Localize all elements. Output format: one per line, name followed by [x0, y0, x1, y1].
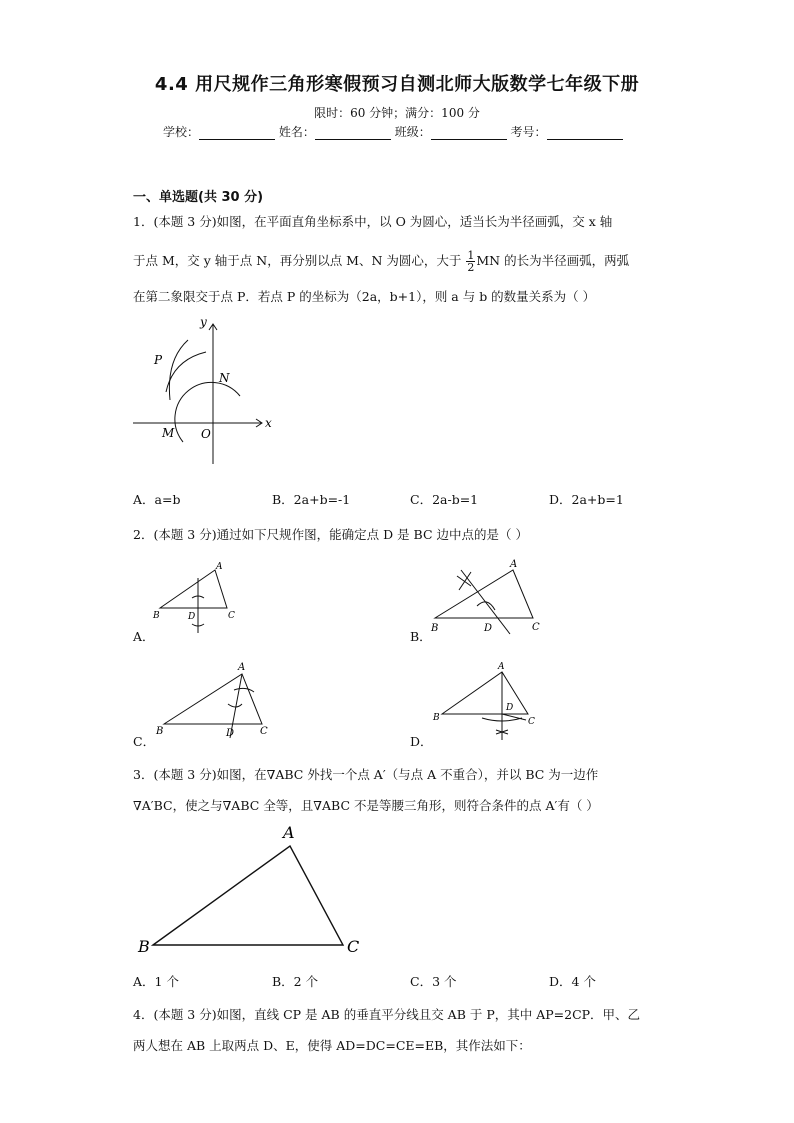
class-blank[interactable]: [431, 126, 507, 140]
q1-line-2-text: 于点 M，交 y 轴于点 N，再分别以点 M、N 为圆心，大于: [133, 253, 462, 268]
section-title: 一、单选题(共 30 分): [133, 190, 264, 205]
label-d: D: [506, 703, 514, 713]
exam-number-label: 考号：: [510, 125, 547, 139]
q4-line-2: 两人想在 AB 上取两点 D、E，使得 AD=DC=CE=EB，其作法如下：: [133, 1038, 531, 1053]
label-b: B: [433, 713, 440, 723]
fraction-denominator: 2: [467, 261, 475, 274]
label-b: B: [138, 937, 150, 956]
label-y: y: [200, 315, 207, 329]
triangle-abc: [435, 570, 533, 618]
q2-option-d[interactable]: D．: [410, 734, 433, 749]
q2-figure-d: [430, 660, 550, 745]
q3-line-1: 3．(本题 3 分)如图，在∇ABC 外找一个点 A′（与点 A 不重合），并以 BC 为一边作: [133, 767, 599, 782]
label-b: B: [156, 726, 164, 737]
q2-figure-b: [425, 556, 555, 636]
label-a: A: [283, 823, 295, 842]
exam-limits: 限时：60 分钟；满分：100 分: [314, 106, 480, 120]
q2-figure-c: [150, 660, 280, 740]
label-m: M: [162, 426, 175, 440]
q1-line-3: 在第二象限交于点 P．若点 P 的坐标为（2a，b+1），则 a 与 b 的数量关系为（ ）: [133, 289, 596, 304]
label-n: N: [219, 371, 230, 385]
label-d: D: [226, 728, 235, 739]
label-c: C: [347, 937, 360, 956]
q2-option-a[interactable]: A．: [133, 629, 155, 644]
label-o: O: [201, 427, 211, 441]
triangle-abc: [442, 672, 528, 714]
q2-figure-a: [150, 560, 250, 635]
q2-option-b[interactable]: B．: [410, 629, 432, 644]
label-a: A: [498, 662, 505, 672]
q1-option-b[interactable]: B．2a+b=-1: [272, 492, 351, 507]
page-title: 4.4 用尺规作三角形寒假预习自测北师大版数学七年级下册: [154, 74, 640, 95]
label-c: C: [528, 717, 535, 727]
label-c: C: [260, 726, 268, 737]
q1-option-a[interactable]: A．a=b: [133, 492, 181, 507]
q1-option-d[interactable]: D．2a+b=1: [549, 492, 624, 507]
arc-from-m: [169, 340, 188, 400]
q1-option-c[interactable]: C．2a-b=1: [410, 492, 479, 507]
label-x: x: [265, 416, 272, 430]
q3-option-c[interactable]: C．3 个: [410, 974, 457, 989]
q1-line-2-tail: MN 的长为半径画弧，两弧: [476, 253, 630, 268]
q1-figure: [128, 312, 278, 472]
class-label: 班级：: [394, 125, 431, 139]
label-b: B: [431, 623, 439, 634]
label-a: A: [216, 562, 223, 572]
name-blank[interactable]: [315, 126, 391, 140]
label-d: D: [484, 623, 493, 634]
segment-dc: [502, 714, 526, 720]
label-b: B: [153, 611, 160, 621]
q3-option-a[interactable]: A．1 个: [133, 974, 179, 989]
q3-line-2: ∇A′BC，使之与∇ABC 全等，且∇ABC 不是等腰三角形，则符合条件的点 A′有（ ）: [133, 798, 599, 813]
exam-number-blank[interactable]: [547, 126, 623, 140]
fraction-one-half: [466, 250, 475, 273]
school-blank[interactable]: [199, 126, 275, 140]
construction-arcs: [228, 688, 254, 707]
label-p: P: [154, 353, 163, 367]
q3-option-d[interactable]: D．4 个: [549, 974, 596, 989]
arc-from-n: [166, 352, 206, 392]
name-label: 姓名：: [278, 125, 315, 139]
q1-line-2: [133, 250, 629, 273]
q2-text: 2．(本题 3 分)通过如下尺规作图，能确定点 D 是 BC 边中点的是（ ）: [133, 527, 528, 542]
student-info-row: [163, 123, 623, 140]
q4-line-1: 4．(本题 3 分)如图，直线 CP 是 AB 的垂直平分线且交 AB 于 P，其中 AP=2CP．甲、乙: [133, 1007, 641, 1022]
label-d: D: [188, 612, 196, 622]
school-label: 学校：: [163, 125, 200, 139]
label-c: C: [532, 622, 540, 633]
label-c: C: [228, 611, 235, 621]
q2-option-c[interactable]: C．: [133, 734, 156, 749]
q1-line-1: 1．(本题 3 分)如图，在平面直角坐标系中，以 O 为圆心，适当长为半径画弧，交 x 轴: [133, 214, 613, 229]
construction-arcs: [457, 572, 495, 610]
label-a: A: [238, 662, 246, 673]
triangle-abc: [160, 570, 227, 608]
q3-option-b[interactable]: B．2 个: [272, 974, 319, 989]
q3-figure: [133, 822, 373, 957]
fraction-numerator: 1: [467, 249, 475, 262]
triangle-abc: [164, 674, 262, 724]
triangle-abc: [153, 846, 343, 945]
label-a: A: [510, 559, 518, 570]
